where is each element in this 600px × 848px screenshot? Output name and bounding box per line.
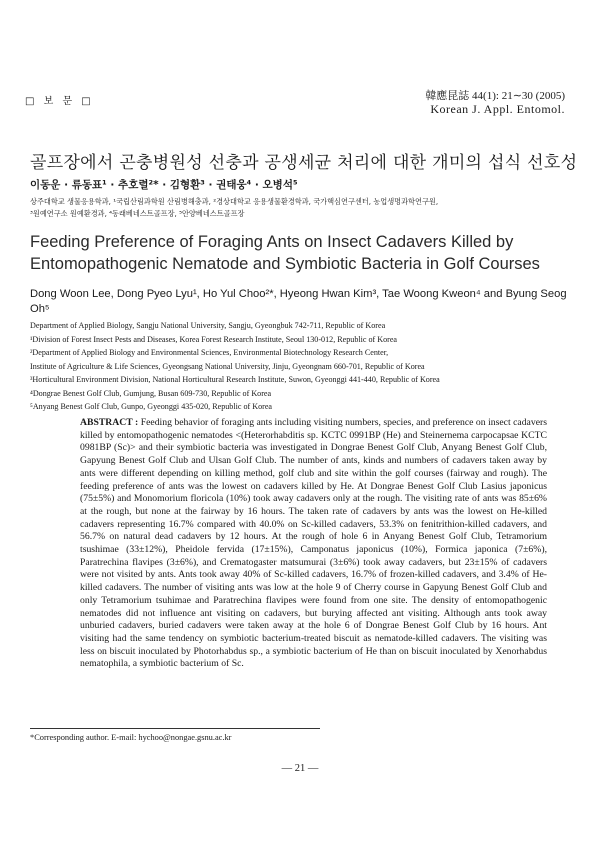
journal-name: Korean J. Appl. Entomol. xyxy=(430,102,565,116)
title-english: Feeding Preference of Foraging Ants on Insect Cadavers Killed by Entomopathogenic Nematode and Symbiotic Bacteria in Golf Courses xyxy=(30,233,540,273)
authors-korean: 이동운 · 류동표¹ · 추호렬²* · 김형환³ · 권태웅⁴ · 오병석⁵ xyxy=(30,179,298,191)
title-korean: 골프장에서 곤충병원성 선충과 공생세균 처리에 대한 개미의 섭식 선호성 xyxy=(30,153,578,173)
page-number: — 21 — xyxy=(281,763,319,774)
affiliation-line: Department of Applied Biology, Sangju National University, Sangju, Gyeongbuk 742-711, Republic of Korea xyxy=(30,321,386,330)
abstract xyxy=(80,417,547,671)
affiliations-korean xyxy=(30,196,580,220)
affiliation-line: ⁴Dongrae Benest Golf Club, Gumjung, Busan 609-730, Republic of Korea xyxy=(30,388,272,398)
affiliation-line: ²Department of Applied Biology and Environmental Sciences, Environmental Biotechnology Research Center, xyxy=(30,348,389,357)
affiliation-line: ¹Division of Forest Insect Pests and Diseases, Korea Forest Research Institute, Seoul 130-012, Republic of Korea xyxy=(30,334,398,344)
affiliations-english xyxy=(30,319,580,414)
journal-citation-line1: 韓應昆誌 44(1): 21∼30 (2005) xyxy=(425,90,565,102)
affiliation-line: ³Horticultural Environment Division, National Horticultural Research Institute, Suwon, Gyeonggi 441-440, Republic of Korea xyxy=(30,375,440,384)
abstract-label: ABSTRACT : xyxy=(80,417,139,428)
affiliation-korean-line: 상주대학교 생물응용학과, ¹국립산림과학원 산림병해충과, ²경상대학교 응용생물환경학과, 국가핵심연구센터, 농업생명과학연구원, xyxy=(30,197,439,206)
affiliation-korean-line: ³원예연구소 원예환경과, ⁴동래베네스트골프장, ⁵안양베네스트골프장 xyxy=(30,209,245,218)
section-label: □ 보 문 □ xyxy=(25,96,94,107)
affiliation-line: Institute of Agriculture & Life Sciences, Gyeongsang National University, Jinju, Gyeongnam 660-701, Republic of Korea xyxy=(30,361,425,371)
affiliation-line: ⁵Anyang Benest Golf Club, Gunpo, Gyeonggi 435-020, Republic of Korea xyxy=(30,402,272,411)
footnote-divider xyxy=(30,728,320,729)
journal-citation xyxy=(425,90,565,116)
footnote-corresponding-author: *Corresponding author. E-mail: hychoo@nongae.gsnu.ac.kr xyxy=(30,733,232,742)
abstract-text: Feeding behavior of foraging ants including visiting numbers, species, and preference on insect cadavers killed by entomopathogenic nematodes <(Heterorhabditis sp. KCTC 0991BP (He) and Steinernema carpocapsae KCTC 0981BP (Sc)> and their symbiotic bacteria was investigated in Dongrae Benest Golf Club, Anyang Benest Golf Club, Gapyung Benest Golf Club and Ulsan Golf Club. The number of ants, kinds and numbers of cadavers taken away by ants were different depending on killing method, golf club and site within the golf courses (fairway and rough). The feeding preference of ants was the lowest on cadavers killed by He. At Dongrae Benest Golf Club Lasius japonicus (75±5%) and Monomorium floricola (10%) took away cadavers only at the rough. The visiting rate of ants was 85±6% at the rough, but none at the fairway by 16 hours. The taken rate of cadavers by ants was the lowest on He-killed cadavers representing 16.7% compared with 40.0% on Sc-killed cadavers, 53.3% on fenitrithion-killed cadavers, and 56.7% on natural dead cadavers by 12 hours. At the rough of hole 6 in Anyang Benest Golf Club, Tetramorium tsushimae (33±12%), Pheidole fervida (17±15%), Camponatus japonicus (10%), Formica japonica (7±6%), Paratrechina flavipes (3±6%), and Crematogaster matsumurai (3±6%) took away cadavers, but 23±15% of cadavers were not visited by ants. Ants took away 40% of Sc-killed cadavers, 16.7% of frozen-killed cadavers, and 3.4% of He-killed cadavers. The number of visiting ants was low at the hole 9 of Cherry course in Gapyung Benest Golf Club and only Tetramorium tsuhimae and Paratrechina flavipes were found from one site. The density of entomopathogenic nematodes did not influence ant visiting on cadavers, but burying affected ant visiting. Although ants took away unburied cadavers, buried cadavers were taken away at the hole 6 of Dongrae Benest Golf Club by 16 hours. Ant visiting had the same tendency on symbiotic bacterium-treated biscuit as nematode-killed cadavers. The visiting was less on biscuit inoculated by Photorhabdus sp., a symbiotic bacterium of He than on biscuit inoculated by Xenorhabdus nematophila, a symbiotic bacterium of Sc. xyxy=(80,417,547,670)
authors-english: Dong Woon Lee, Dong Pyeo Lyu¹, Ho Yul Choo²*, Hyeong Hwan Kim³, Tae Woong Kweon⁴ and Byung Seog Oh⁵ xyxy=(30,288,567,315)
